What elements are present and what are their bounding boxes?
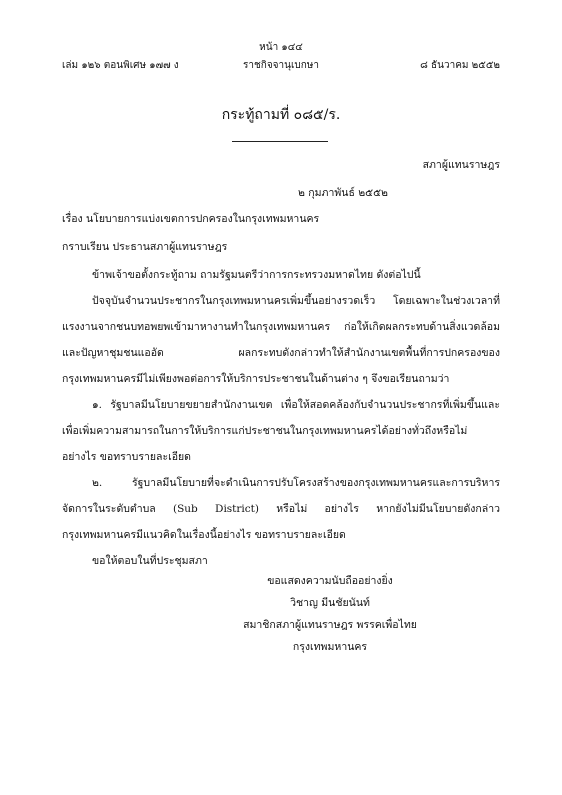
- closing-request: ขอให้ตอบในที่ประชุมสภา: [92, 555, 208, 567]
- page-title: กระทู้ถามที่ ๐๘๕/ร.: [221, 107, 341, 123]
- salutation: กราบเรียน ประธานสภาผู้แทนราษฎร: [62, 241, 228, 253]
- background-paragraph: ปัจจุบันจำนวนประชากรในกรุงเทพมหานครเพิ่มขึ้นอย่างรวดเร็ว โดยเฉพาะในช่วงเวลาที่แรงงานจากชนบทอพยพเข้ามาหางานทำในกรุงเทพมหานคร ก่อให้เกิดผลกระทบด้านสิ่งแวดล้อมและปัญหาชุมชนแออัด ผลกระทบดังกล่าวทำให้สำนักงานเขตพื้นที่การปกครองของกรุงเทพมหานครมีไม่เพียงพอต่อการให้บริการประชาชนในด้านต่าง ๆ จึงขอเรียนถามว่า: [62, 295, 500, 385]
- gazette-name: ราชกิจจานุเบกษา: [242, 60, 320, 71]
- issue-date: ๒ กุมภาพันธ์ ๒๕๕๒: [298, 187, 388, 199]
- signature-name: วิชาญ มีนชัยนันท์: [290, 597, 370, 609]
- page-number: หน้า ๑๔๔: [259, 42, 303, 53]
- issuer: สภาผู้แทนราษฎร: [422, 159, 500, 171]
- question-2: ๒. รัฐบาลมีนโยบายที่จะดำเนินการปรับโครงสร้างของกรุงเทพมหานครและการบริหารจัดการในระดับตำบล (Sub District) หรือไม่ อย่างไร หากยังไม่มีนโยบายดังกล่าว กรุงเทพมหานครมีแนวคิดในเรื่องนี้อย่างไร ขอทราบรายละเอียด: [62, 477, 500, 541]
- title-underline: [232, 141, 328, 142]
- intro-paragraph: ข้าพเจ้าขอตั้งกระทู้ถาม ถามรัฐมนตรีว่าการกระทรวงมหาดไทย ดังต่อไปนี้: [92, 269, 421, 281]
- signature-constituency: กรุงเทพมหานคร: [292, 641, 368, 653]
- signature-block: [200, 570, 460, 658]
- signature-position: สมาชิกสภาผู้แทนราษฎร พรรคเพื่อไทย: [243, 619, 417, 631]
- subject-line: เรื่อง นโยบายการแบ่งเขตการปกครองในกรุงเทพมหานคร: [62, 213, 320, 225]
- signature-regards: ขอแสดงความนับถืออย่างยิ่ง: [267, 575, 393, 587]
- question-1: ๑. รัฐบาลมีนโยบายขยายสำนักงานเขต เพื่อให้สอดคล้องกับจำนวนประชากรที่เพิ่มขึ้นและเพื่อเพิ่มความสามารถในการให้บริการแก่ประชาชนในกรุงเทพมหานครได้อย่างทั่วถึงหรือไม่ อย่างไร ขอทราบรายละเอียด: [62, 399, 500, 463]
- gazette-volume: เล่ม ๑๒๖ ตอนพิเศษ ๑๗๗ ง: [62, 60, 179, 71]
- gazette-date: ๘ ธันวาคม ๒๕๕๒: [420, 60, 500, 71]
